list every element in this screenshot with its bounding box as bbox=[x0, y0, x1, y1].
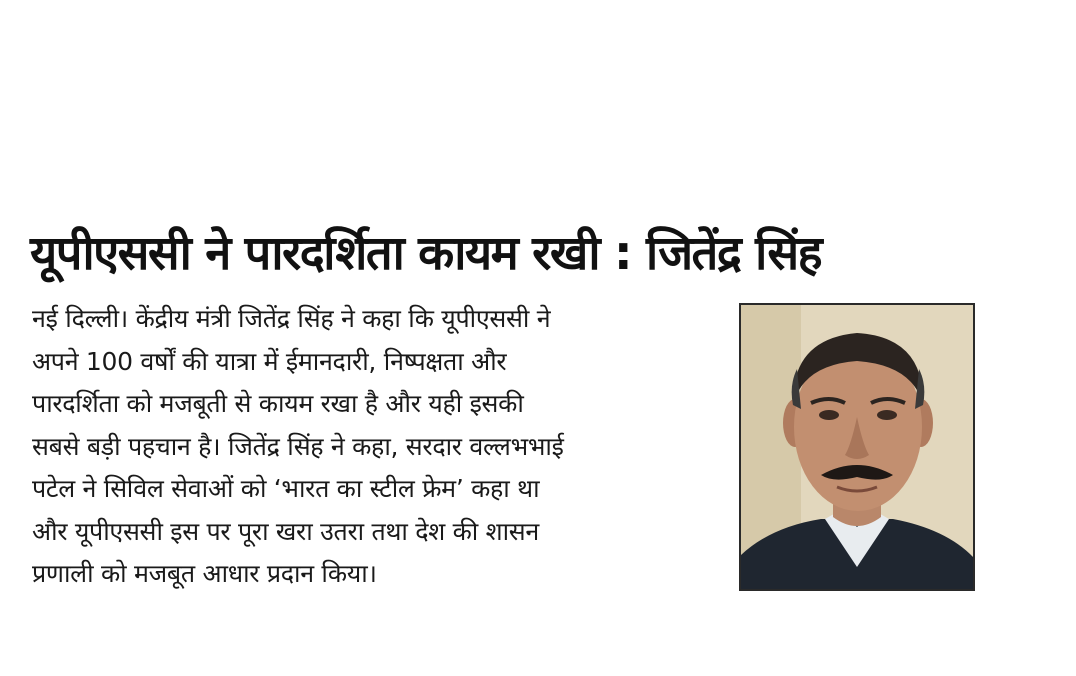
article-body bbox=[32, 298, 722, 596]
article-body-line: नई दिल्ली। केंद्रीय मंत्री जितेंद्र सिंह ने कहा कि यूपीएससी ने bbox=[32, 304, 551, 333]
article-body-line: पारदर्शिता को मजबूती से कायम रखा है और यही इसकी bbox=[32, 389, 524, 418]
article-body-line: अपने 100 वर्षों की यात्रा में ईमानदारी, निष्पक्षता और bbox=[32, 346, 507, 376]
portrait-illustration bbox=[741, 305, 973, 589]
article-body-line: सबसे बड़ी पहचान है। जितेंद्र सिंह ने कहा, सरदार वल्लभभाई bbox=[32, 431, 564, 461]
article-body-line: प्रणाली को मजबूत आधार प्रदान किया। bbox=[32, 559, 377, 588]
article-body-line: और यूपीएससी इस पर पूरा खरा उतरा तथा देश की शासन bbox=[32, 516, 539, 546]
article-body-line: पटेल ने सिविल सेवाओं को ‘भारत का स्टील फ्रेम’ कहा था bbox=[32, 474, 540, 503]
article-headline: यूपीएससी ने पारदर्शिता कायम रखी : जितेंद्र सिंह bbox=[30, 226, 822, 281]
minister-portrait-photo bbox=[739, 303, 975, 591]
